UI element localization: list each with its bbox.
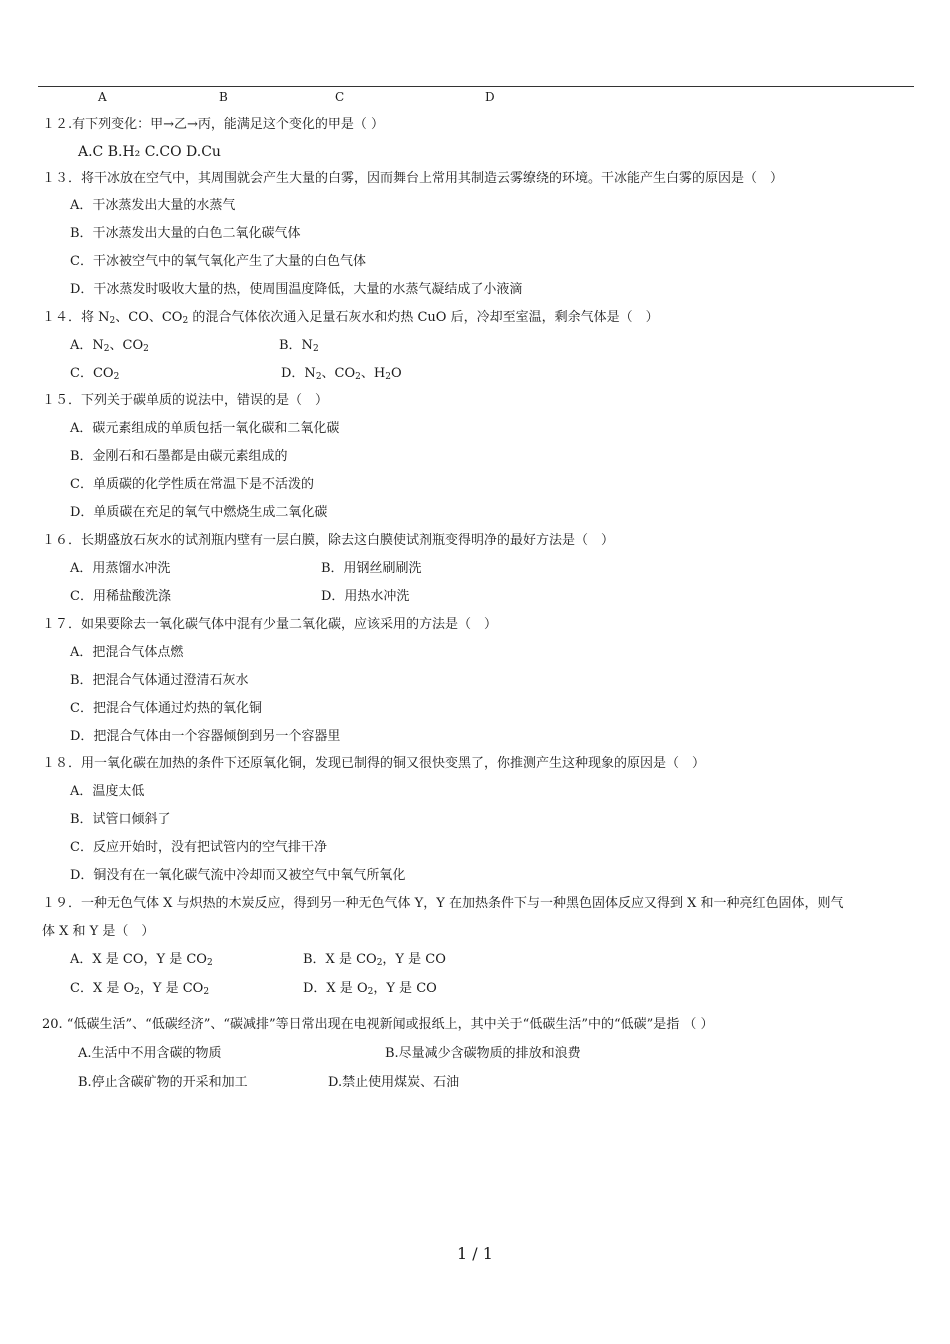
header-label-c: C xyxy=(335,90,345,104)
question-14-option-a: A．$N_2$、$CO_2$ xyxy=(70,338,149,354)
question-17: １７．如果要除去一氧化碳气体中混有少量二氧化碳，应该采用的方法是（ ） xyxy=(42,617,498,632)
question-13-option-a: A．干冰蒸发出大量的水蒸气 xyxy=(70,198,236,213)
question-15: １５．下列关于碳单质的说法中，错误的是（ ） xyxy=(42,393,329,408)
question-14-option-b: B．$N_2$ xyxy=(279,338,319,354)
question-16-option-a: A．用蒸馏水冲洗 xyxy=(70,561,171,576)
question-17-option-b: B．把混合气体通过澄清石灰水 xyxy=(70,673,249,688)
question-15-option-c: C．单质碳的化学性质在常温下是不活泼的 xyxy=(70,477,314,492)
question-19-option-b: B．X 是 $CO_2$，Y 是 CO xyxy=(303,952,446,968)
question-16: １６．长期盛放石灰水的试剂瓶内壁有一层白膜，除去这白膜使试剂瓶变得明净的最好方法是（ ） xyxy=(42,533,615,548)
question-20-option-b: B.尽量减少含碳物质的排放和浪费 xyxy=(385,1046,581,1061)
header-label-d: D xyxy=(485,90,495,104)
question-18-option-d: D．铜没有在一氧化碳气流中冷却而又被空气中氧气所氧化 xyxy=(70,868,406,883)
question-20-option-d: D.禁止使用煤炭、石油 xyxy=(328,1075,460,1090)
question-18: １８．用一氧化碳在加热的条件下还原氧化铜，发现已制得的铜又很快变黑了，你推测产生这种现象的原因是（ ） xyxy=(42,756,706,771)
question-19-line-2: 体 X 和 Y 是（ ） xyxy=(42,924,155,939)
question-15-option-a: A．碳元素组成的单质包括一氧化碳和二氧化碳 xyxy=(70,421,340,436)
question-13: １３．将干冰放在空气中，其周围就会产生大量的白雾，因而舞台上常用其制造云雾缭绕的环境。干冰能产生白雾的原因是（ ） xyxy=(42,171,784,186)
question-16-option-d: D．用热水冲洗 xyxy=(321,589,410,604)
question-13-option-c: C．干冰被空气中的氧气氧化产生了大量的白色气体 xyxy=(70,254,366,269)
top-rule xyxy=(38,86,914,87)
question-14: １４．将 $N_2$、CO、$CO_2$ 的混合气体依次通入足量石灰水和灼热 CuO 后，冷却至室温，剩余气体是（ ） xyxy=(42,310,659,326)
question-19-option-c: C．X 是 $O_2$，Y 是 $CO_2$ xyxy=(70,981,210,997)
question-12-options: A.C B.H₂ C.CO D.Cu xyxy=(78,144,221,160)
question-15-option-d: D．单质碳在充足的氧气中燃烧生成二氧化碳 xyxy=(70,505,328,520)
question-14-option-c: C．$CO_2$ xyxy=(70,366,120,382)
question-19-option-a: A．X 是 CO，Y 是 $CO_2$ xyxy=(70,952,213,968)
question-17-option-d: D．把混合气体由一个容器倾倒到另一个容器里 xyxy=(70,729,341,744)
question-14-option-d: D．$N_2$、$CO_2$、$H_2O$ xyxy=(281,366,402,382)
question-15-option-b: B．金刚石和石墨都是由碳元素组成的 xyxy=(70,449,288,464)
question-13-option-b: B．干冰蒸发出大量的白色二氧化碳气体 xyxy=(70,226,301,241)
question-12: １２.有下列变化：甲→乙→丙，能满足这个变化的甲是（ ） xyxy=(42,117,385,132)
question-17-option-c: C．把混合气体通过灼热的氧化铜 xyxy=(70,701,262,716)
question-19-option-d: D．X 是 $O_2$，Y 是 CO xyxy=(303,981,437,997)
question-20: 20. “低碳生活”、“低碳经济”、“碳减排”等日常出现在电视新闻或报纸上，其中关于“低碳生活”中的“低碳”是指 （ ） xyxy=(42,1017,714,1032)
question-17-option-a: A．把混合气体点燃 xyxy=(70,645,184,660)
question-16-option-b: B．用钢丝刷刷洗 xyxy=(321,561,422,576)
question-18-option-a: A．温度太低 xyxy=(70,784,145,799)
question-20-option-c: B.停止含碳矿物的开采和加工 xyxy=(78,1075,248,1090)
question-19-line-1: １９．一种无色气体 X 与炽热的木炭反应，得到另一种无色气体 Y，Y 在加热条件下与一种黑色固体反应又得到 X 和一种亮红色固体，则气 xyxy=(42,896,844,911)
question-13-option-d: D．干冰蒸发时吸收大量的热，使周围温度降低，大量的水蒸气凝结成了小液滴 xyxy=(70,282,523,297)
page-number: 1 / 1 xyxy=(457,1244,493,1263)
question-20-option-a: A.生活中不用含碳的物质 xyxy=(78,1046,222,1061)
question-18-option-c: C．反应开始时，没有把试管内的空气排干净 xyxy=(70,840,327,855)
header-label-a: A xyxy=(98,90,107,104)
question-18-option-b: B．试管口倾斜了 xyxy=(70,812,171,827)
question-16-option-c: C．用稀盐酸洗涤 xyxy=(70,589,171,604)
header-label-b: B xyxy=(219,90,228,104)
